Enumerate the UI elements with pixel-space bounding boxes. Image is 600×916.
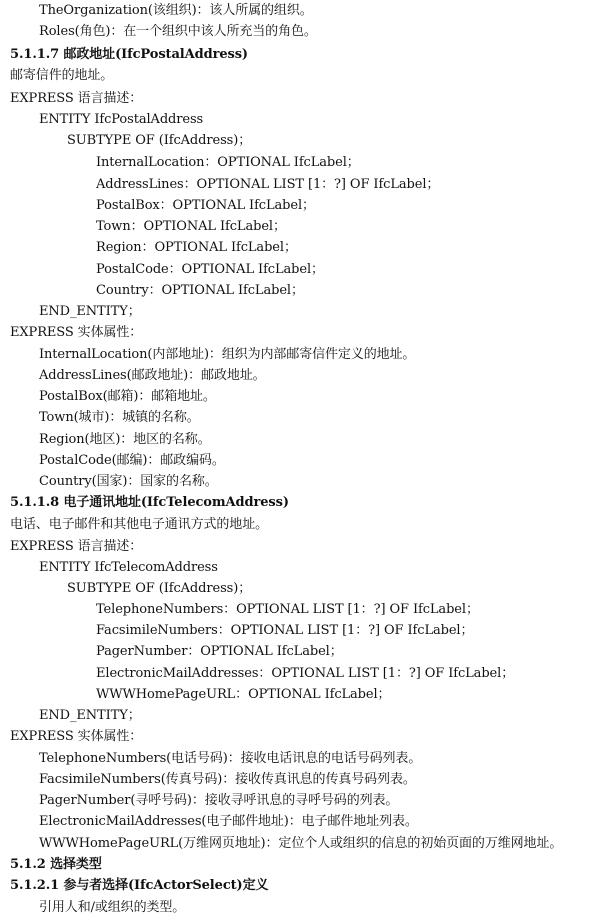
text-line: Town(城市)：城镇的名称。 [39,410,200,425]
section-heading: 5.1.2.1 参与者选择(IfcActorSelect)定义 [10,878,269,893]
code-line: SUBTYPE OF (IfcAddress)； [67,581,252,596]
code-line: TelephoneNumbers：OPTIONAL LIST [1：?] OF IfcLabel； [96,602,479,617]
text-line: PagerNumber(寻呼号码)：接收寻呼讯息的寻呼号码的列表。 [39,793,399,808]
section-heading: 5.1.1.7 邮政地址(IfcPostalAddress) [10,47,248,62]
code-line: END_ENTITY； [39,304,141,319]
text-line: EXPRESS 语言描述： [10,539,143,554]
text-line: Roles(角色)：在一个组织中该人所充当的角色。 [39,24,317,39]
text-line: TelephoneNumbers(电话号码)：接收电话讯息的电话号码列表。 [39,751,422,766]
text-line: Region(地区)：地区的名称。 [39,432,211,447]
code-line: Region：OPTIONAL IfcLabel； [96,240,297,255]
code-line: WWWHomePageURL：OPTIONAL IfcLabel； [96,687,391,702]
section-heading: 5.1.1.8 电子通讯地址(IfcTelecomAddress) [10,495,289,510]
section-heading: 5.1.2 选择类型 [10,857,102,872]
code-line: Town：OPTIONAL IfcLabel； [96,219,286,234]
code-line: InternalLocation：OPTIONAL IfcLabel； [96,155,360,170]
code-line: ElectronicMailAddresses：OPTIONAL LIST [1：?] OF IfcLabel； [96,666,515,681]
text-line: PostalBox(邮箱)：邮箱地址。 [39,389,216,404]
code-line: PagerNumber：OPTIONAL IfcLabel； [96,644,343,659]
code-line: FacsimileNumbers：OPTIONAL LIST [1：?] OF IfcLabel； [96,623,474,638]
code-line: AddressLines：OPTIONAL LIST [1：?] OF IfcLabel； [96,177,440,192]
code-line: ENTITY IfcPostalAddress [39,112,204,127]
text-line: PostalCode(邮编)：邮政编码。 [39,453,225,468]
text-line: WWWHomePageURL(万维网页地址)：定位个人或组织的信息的初始页面的万维网地址。 [39,836,563,851]
text-line: Country(国家)：国家的名称。 [39,474,218,489]
text-line: EXPRESS 语言描述： [10,91,143,106]
code-line: END_ENTITY； [39,708,141,723]
code-line: Country：OPTIONAL IfcLabel； [96,283,304,298]
text-line: FacsimileNumbers(传真号码)：接收传真讯息的传真号码列表。 [39,772,416,787]
code-line: ENTITY IfcTelecomAddress [39,560,218,575]
text-line: 邮寄信件的地址。 [10,68,114,83]
code-line: PostalCode：OPTIONAL IfcLabel； [96,262,324,277]
code-line: PostalBox：OPTIONAL IfcLabel； [96,198,315,213]
code-line: SUBTYPE OF (IfcAddress)； [67,133,252,148]
text-line: EXPRESS 实体属性： [10,729,143,744]
text-line: InternalLocation(内部地址)：组织为内部邮寄信件定义的地址。 [39,347,416,362]
text-line: 引用人和/或组织的类型。 [39,900,186,915]
text-line: TheOrganization(该组织)：该人所属的组织。 [39,3,313,18]
text-line: AddressLines(邮政地址)：邮政地址。 [39,368,266,383]
text-line: EXPRESS 实体属性： [10,325,143,340]
text-line: 电话、电子邮件和其他电子通讯方式的地址。 [10,517,269,532]
text-line: ElectronicMailAddresses(电子邮件地址)：电子邮件地址列表。 [39,814,418,829]
